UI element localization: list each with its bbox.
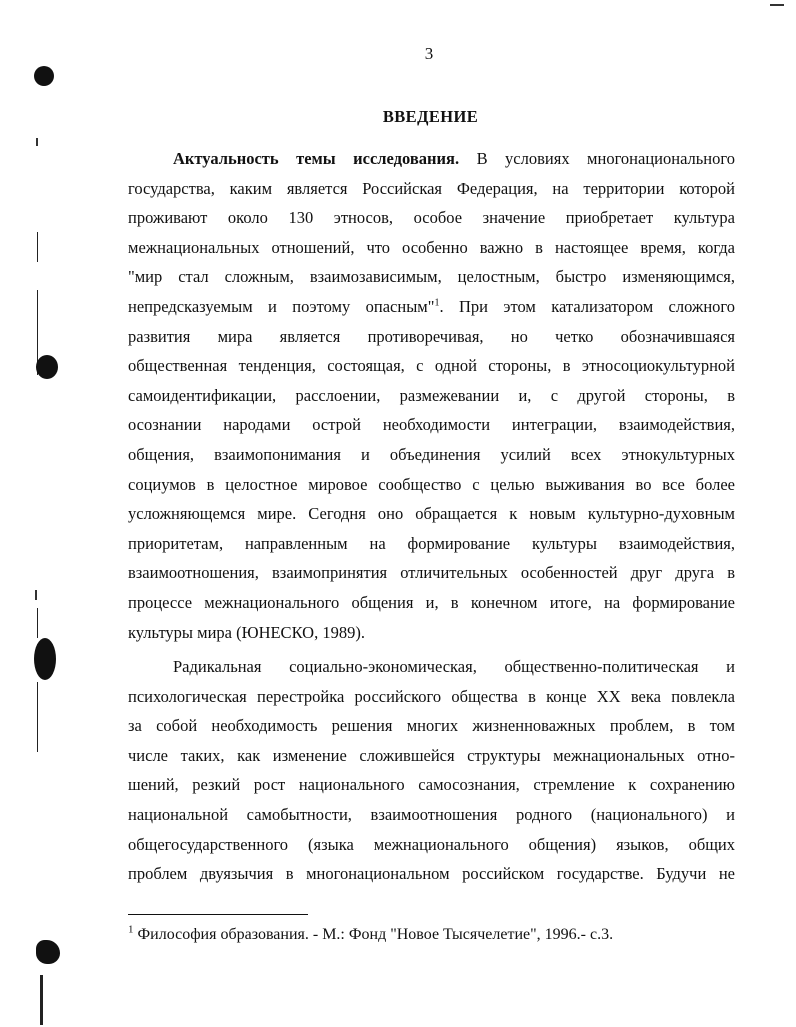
text-line: Радикальная социально-экономическая, общественно-политическая и (173, 657, 735, 676)
text-line: непредсказуемым и поэтому опасным"$^1$. При этом катализатором сложного (128, 296, 736, 316)
text-line: приоритетам, направленным на формирование культуры взаимодействия, (128, 533, 735, 553)
margin-line (37, 682, 38, 752)
text-line: взаимоотношения, взаимопринятия отличительных особенностей друг друга в (128, 563, 735, 583)
corner-mark (770, 4, 784, 6)
margin-line (37, 232, 38, 262)
text-line: культуры мира (ЮНЕСКО, 1989). (128, 622, 365, 642)
text-line: шений, резкий рост национального самосознания, стремление к сохранению (128, 775, 735, 795)
text-line: "мир стал сложным, взаимозависимым, целостным, быстро изменяющимся, (128, 267, 735, 287)
section-heading: ВВЕДЕНИЕ (382, 107, 479, 126)
text-line: процессе межнационального общения и, в конечном итоге, на формирование (128, 592, 735, 612)
footnote (128, 923, 735, 944)
text-line: психологическая перестройка российского общества в конце XX века повлекла (128, 686, 735, 706)
text-line: национальной самобытности, взаимоотношения родного (национального) и (128, 804, 735, 824)
paragraph-reform (128, 652, 735, 889)
text-line: общественная тенденция, состоящая, с одной стороны, в этносоциокультурной (128, 356, 735, 376)
punch-hole (36, 355, 58, 379)
text-line: усложняющемся мире. Сегодня оно обращается к новым культурно-духовным (128, 504, 735, 524)
paragraph-relevance (128, 144, 735, 647)
text-line: осознании народами острой необходимости интеграции, взаимодействия, (128, 415, 735, 435)
footnote-text: Философия образования. - М.: Фонд "Новое Тысячелетие", 1996.- с.3. (137, 926, 614, 943)
footnote-mark: 1 (128, 923, 134, 936)
punch-hole (34, 66, 54, 86)
text-line: развития мира является противоречивая, но четко обозначившаяся (128, 326, 735, 346)
text-line: Актуальность темы исследования. В условиях многонационального (173, 149, 735, 168)
text-line: социумов в целостное мировое сообщество с целью выживания во все более (128, 474, 735, 494)
page-number: 3 (424, 44, 434, 63)
text-line: межнациональных отношений, что особенно важно в настоящее время, когда (128, 237, 735, 257)
bold-lead: Актуальность темы исследования. (173, 149, 460, 168)
text-line: числе таких, как изменение сложившейся структуры межнациональных отно- (128, 745, 735, 765)
text-line: общегосударственного (языка межнационального общения) языков, общих (128, 834, 735, 854)
text-line: самоидентификации, расслоении, размежевании и, с другой стороны, в (128, 385, 735, 405)
footnote-divider (128, 914, 308, 915)
margin-mark (35, 590, 37, 600)
text-line: общения, взаимопонимания и объединения усилий всех этнокультурных (128, 444, 735, 464)
punch-hole (34, 638, 56, 680)
punch-hole (36, 940, 60, 964)
footnote-reference[interactable]: 1 (434, 297, 440, 309)
text-line: проживают около 130 этносов, особое значение приобретает культура (128, 208, 735, 228)
margin-line (37, 608, 38, 638)
text-line: за собой необходимость решения многих жизненноважных проблем, в том (128, 716, 735, 736)
text-line: государства, каким является Российская Федерация, на территории которой (128, 178, 735, 198)
margin-mark (36, 138, 38, 146)
margin-line (40, 975, 43, 1025)
text-line: проблем двуязычия в многонациональном российском государстве. Будучи не (128, 864, 735, 884)
